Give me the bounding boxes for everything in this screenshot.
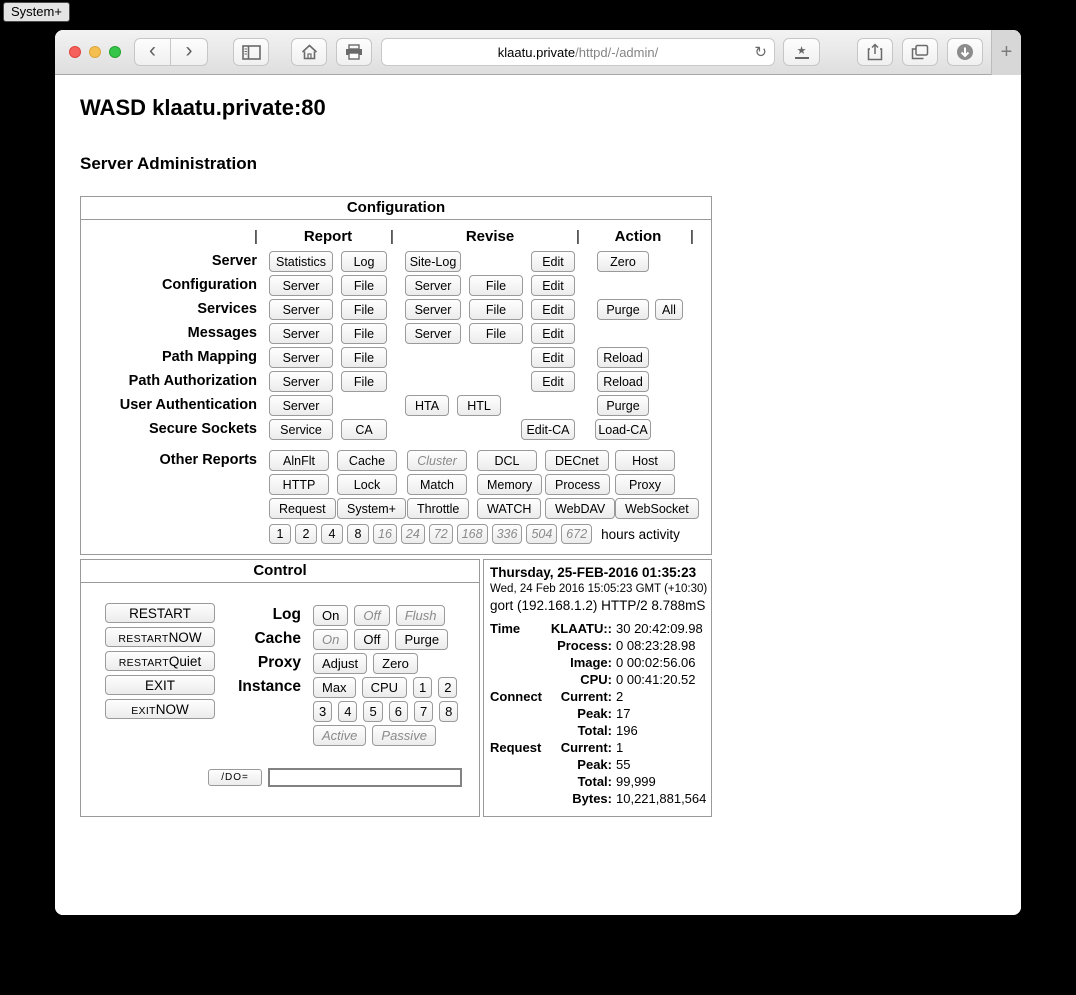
instance-4-button[interactable]: 4 bbox=[338, 701, 357, 722]
row-label: Path Mapping bbox=[161, 349, 257, 365]
instance-control-row bbox=[229, 675, 464, 699]
toolbar-right-buttons bbox=[857, 38, 983, 66]
log-label: Log bbox=[272, 606, 301, 623]
instance-max-button[interactable]: Max bbox=[313, 677, 356, 698]
report-column-header: Report bbox=[303, 228, 353, 245]
tab-overview-button[interactable] bbox=[902, 38, 938, 66]
row-label: User Authentication bbox=[119, 397, 257, 413]
home-icon bbox=[301, 44, 318, 60]
report-request-button[interactable]: Request bbox=[269, 498, 336, 519]
column-separator: | bbox=[690, 228, 694, 245]
instance-cpu-button[interactable]: CPU bbox=[362, 677, 407, 698]
report-proxy-button[interactable]: Proxy bbox=[615, 474, 675, 495]
minimize-window-button[interactable] bbox=[89, 46, 101, 58]
report-lock-button[interactable]: Lock bbox=[337, 474, 397, 495]
hours-4-button[interactable]: 4 bbox=[321, 524, 343, 544]
page-subtitle: Server Administration bbox=[80, 154, 257, 173]
report-system-plus-button[interactable]: System+ bbox=[337, 498, 406, 519]
server-statistics-button[interactable]: Statistics bbox=[269, 251, 333, 272]
zoom-window-button[interactable] bbox=[109, 46, 121, 58]
column-separator: | bbox=[576, 228, 580, 245]
config-column-headers bbox=[81, 226, 711, 250]
column-separator: | bbox=[390, 228, 394, 245]
star-icon: ★ bbox=[796, 44, 807, 57]
config-row-path-mapping bbox=[81, 346, 711, 370]
share-icon bbox=[867, 43, 883, 61]
hours-8-button[interactable]: 8 bbox=[347, 524, 369, 544]
configuration-revise-file-button[interactable]: File bbox=[469, 275, 523, 296]
instance-active-button[interactable]: Active bbox=[313, 725, 366, 746]
instance-label: Instance bbox=[238, 678, 301, 695]
report-dcl-button[interactable]: DCL bbox=[477, 450, 537, 471]
report-host-button[interactable]: Host bbox=[615, 450, 675, 471]
back-icon: ‹ bbox=[149, 39, 156, 62]
restart-button[interactable]: RESTART bbox=[105, 603, 215, 623]
configuration-server-button[interactable]: Server bbox=[269, 275, 333, 296]
sidebar-toggle-button[interactable] bbox=[233, 38, 269, 66]
row-label: Path Authorization bbox=[128, 373, 257, 389]
client-host-line: gort (192.168.1.2) HTTP/2 8.788mS bbox=[490, 598, 706, 613]
messages-edit-button[interactable]: Edit bbox=[531, 323, 575, 344]
report-memory-button[interactable]: Memory bbox=[477, 474, 542, 495]
messages-file-button[interactable]: File bbox=[341, 323, 387, 344]
revise-column-header: Revise bbox=[465, 228, 515, 245]
instance-3-button[interactable]: 3 bbox=[313, 701, 332, 722]
server-control-buttons bbox=[105, 603, 215, 747]
cache-purge-button[interactable]: Purge bbox=[395, 629, 448, 650]
report-decnet-button[interactable]: DECnet bbox=[545, 450, 609, 471]
server-edit-button[interactable]: Edit bbox=[531, 251, 575, 272]
config-row-messages bbox=[81, 322, 711, 346]
star-underline bbox=[795, 57, 809, 59]
secure-sockets-service-button[interactable]: Service bbox=[269, 419, 333, 440]
messages-revise-file-button[interactable]: File bbox=[469, 323, 523, 344]
cache-on-button[interactable]: On bbox=[313, 629, 348, 650]
instance-5-button[interactable]: 5 bbox=[363, 701, 382, 722]
stat-value: 30 20:42:09.98 bbox=[616, 621, 703, 636]
other-reports-row-3 bbox=[81, 497, 711, 521]
server-sitelog-button[interactable]: Site-Log bbox=[405, 251, 461, 272]
path-auth-server-button[interactable]: Server bbox=[269, 371, 333, 392]
report-websocket-button[interactable]: WebSocket bbox=[615, 498, 699, 519]
row-label: Configuration bbox=[161, 277, 257, 293]
config-row-server bbox=[81, 250, 711, 274]
hours-activity-row bbox=[269, 522, 711, 546]
row-label: Services bbox=[197, 301, 257, 317]
share-button[interactable] bbox=[857, 38, 893, 66]
sidebar-icon bbox=[242, 45, 261, 60]
column-separator: | bbox=[254, 228, 258, 245]
restart-now-button[interactable]: RESTARTNOW bbox=[105, 627, 215, 647]
browser-window bbox=[55, 30, 1021, 915]
path-auth-file-button[interactable]: File bbox=[341, 371, 387, 392]
do-command-input[interactable] bbox=[268, 768, 462, 787]
config-row-path-authorization bbox=[81, 370, 711, 394]
proxy-zero-button[interactable]: Zero bbox=[373, 653, 418, 674]
stat-key: KLAATU:: bbox=[550, 621, 612, 636]
cache-off-button[interactable]: Off bbox=[354, 629, 389, 650]
configuration-revise-server-button[interactable]: Server bbox=[405, 275, 461, 296]
secure-sockets-edit-ca-button[interactable]: Edit-CA bbox=[521, 419, 575, 440]
downloads-button[interactable] bbox=[947, 38, 983, 66]
hours-72-button[interactable]: 72 bbox=[429, 524, 453, 544]
proxy-label: Proxy bbox=[257, 654, 301, 671]
configuration-panel bbox=[80, 196, 712, 555]
config-row-services bbox=[81, 298, 711, 322]
hours-activity-label: hours activity bbox=[601, 526, 680, 542]
print-button[interactable] bbox=[336, 38, 372, 66]
page-content bbox=[55, 75, 1021, 915]
hours-504-button[interactable]: 504 bbox=[526, 524, 557, 544]
user-auth-htl-button[interactable]: HTL bbox=[457, 395, 501, 416]
gmt-date-line: Wed, 24 Feb 2016 15:05:23 GMT (+10:30) bbox=[490, 583, 708, 595]
instance-6-button[interactable]: 6 bbox=[389, 701, 408, 722]
user-auth-hta-button[interactable]: HTA bbox=[405, 395, 449, 416]
restart-quiet-button[interactable]: RESTARTQuiet bbox=[105, 651, 215, 671]
report-http-button[interactable]: HTTP bbox=[269, 474, 329, 495]
path-mapping-server-button[interactable]: Server bbox=[269, 347, 333, 368]
report-webdav-button[interactable]: WebDAV bbox=[545, 498, 615, 519]
url-path: /httpd/-/admin/ bbox=[575, 44, 659, 60]
services-revise-file-button[interactable]: File bbox=[469, 299, 523, 320]
row-label: Secure Sockets bbox=[148, 421, 257, 437]
path-mapping-reload-button[interactable]: Reload bbox=[597, 347, 649, 368]
config-row-secure-sockets bbox=[81, 418, 711, 442]
other-reports-row-2 bbox=[81, 473, 711, 497]
report-throttle-button[interactable]: Throttle bbox=[407, 498, 469, 519]
secure-sockets-load-ca-button[interactable]: Load-CA bbox=[595, 419, 651, 440]
server-zero-button[interactable]: Zero bbox=[597, 251, 649, 272]
do-command-row bbox=[208, 768, 479, 787]
other-reports-row-1 bbox=[81, 449, 711, 473]
path-mapping-file-button[interactable]: File bbox=[341, 347, 387, 368]
server-log-button[interactable]: Log bbox=[341, 251, 387, 272]
configuration-panel-title: Configuration bbox=[81, 197, 711, 220]
print-icon bbox=[345, 44, 363, 60]
user-auth-server-button[interactable]: Server bbox=[269, 395, 333, 416]
proxy-adjust-button[interactable]: Adjust bbox=[313, 653, 367, 674]
download-icon bbox=[956, 43, 974, 61]
path-auth-reload-button[interactable]: Reload bbox=[597, 371, 649, 392]
action-column-header: Action bbox=[614, 228, 662, 245]
control-panel-title: Control bbox=[81, 560, 479, 583]
page-title: WASD klaatu.private:80 bbox=[80, 95, 326, 120]
nav-buttons bbox=[134, 38, 208, 66]
instance-passive-button[interactable]: Passive bbox=[372, 725, 436, 746]
favorites-button[interactable] bbox=[783, 38, 820, 66]
config-row-configuration bbox=[81, 274, 711, 298]
stat-group: Time bbox=[490, 621, 521, 636]
hours-336-button[interactable]: 336 bbox=[492, 524, 523, 544]
system-plus-tooltip: System+ bbox=[3, 2, 70, 22]
report-cache-button[interactable]: Cache bbox=[337, 450, 397, 471]
instance-control-row-3 bbox=[229, 723, 464, 747]
server-statistics: Time KLAATU:: 30 20:42:09.98 Process: 0 08:23:28.98 Image: 0 00:02:56.06 CPU: 0 00:41:20.52 Connect Current: 2 Peak: 17 Total: 196 Request Current: 1 Peak: 55 Total: 99,999 Bytes: 10,221,881,564 bbox=[490, 621, 707, 806]
exit-now-button[interactable]: EXITNOW bbox=[105, 699, 215, 719]
close-window-button[interactable] bbox=[69, 46, 81, 58]
secure-sockets-ca-button[interactable]: CA bbox=[341, 419, 387, 440]
control-panel bbox=[80, 559, 480, 817]
url-host: klaatu.private bbox=[497, 44, 576, 60]
services-purge-button[interactable]: Purge bbox=[597, 299, 649, 320]
forward-icon: › bbox=[185, 39, 193, 62]
report-alnflt-button[interactable]: AlnFlt bbox=[269, 450, 329, 471]
log-control-row bbox=[229, 603, 464, 627]
services-all-button[interactable]: All bbox=[655, 299, 683, 320]
reload-icon[interactable]: ↻ bbox=[754, 44, 767, 61]
report-process-button[interactable]: Process bbox=[545, 474, 610, 495]
report-cluster-button[interactable]: Cluster bbox=[407, 450, 467, 471]
window-controls bbox=[69, 46, 121, 58]
services-server-button[interactable]: Server bbox=[269, 299, 333, 320]
cache-label: Cache bbox=[254, 630, 301, 647]
configuration-edit-button[interactable]: Edit bbox=[531, 275, 575, 296]
back-button[interactable] bbox=[134, 38, 171, 66]
config-row-user-authentication bbox=[81, 394, 711, 418]
path-auth-edit-button[interactable]: Edit bbox=[531, 371, 575, 392]
new-tab-button[interactable] bbox=[991, 30, 1021, 75]
tabs-icon bbox=[911, 44, 929, 60]
url-field[interactable] bbox=[381, 38, 775, 66]
hours-1-button[interactable]: 1 bbox=[269, 524, 291, 544]
instance-2-button[interactable]: 2 bbox=[438, 677, 457, 698]
hours-168-button[interactable]: 168 bbox=[457, 524, 488, 544]
hours-672-button[interactable]: 672 bbox=[561, 524, 592, 544]
services-revise-server-button[interactable]: Server bbox=[405, 299, 461, 320]
instance-1-button[interactable]: 1 bbox=[413, 677, 432, 698]
log-off-button[interactable]: Off bbox=[354, 605, 389, 626]
home-button[interactable] bbox=[291, 38, 327, 66]
browser-toolbar bbox=[55, 30, 1021, 75]
hours-24-button[interactable]: 24 bbox=[401, 524, 425, 544]
user-auth-purge-button[interactable]: Purge bbox=[597, 395, 649, 416]
forward-button[interactable] bbox=[171, 38, 208, 66]
hours-16-button[interactable]: 16 bbox=[373, 524, 397, 544]
configuration-file-button[interactable]: File bbox=[341, 275, 387, 296]
row-label: Messages bbox=[187, 325, 257, 341]
messages-revise-server-button[interactable]: Server bbox=[405, 323, 461, 344]
instance-7-button[interactable]: 7 bbox=[414, 701, 433, 722]
row-label: Server bbox=[211, 253, 257, 269]
other-reports-label: Other Reports bbox=[159, 452, 257, 468]
messages-server-button[interactable]: Server bbox=[269, 323, 333, 344]
cache-control-row bbox=[229, 627, 464, 651]
status-panel bbox=[483, 559, 712, 817]
plus-icon: + bbox=[1000, 41, 1013, 63]
server-date-line: Thursday, 25-FEB-2016 01:35:23 bbox=[490, 565, 697, 580]
instance-control-row-2 bbox=[229, 699, 464, 723]
instance-8-button[interactable]: 8 bbox=[439, 701, 458, 722]
path-mapping-edit-button[interactable]: Edit bbox=[531, 347, 575, 368]
hours-2-button[interactable]: 2 bbox=[295, 524, 317, 544]
services-file-button[interactable]: File bbox=[341, 299, 387, 320]
services-edit-button[interactable]: Edit bbox=[531, 299, 575, 320]
log-on-button[interactable]: On bbox=[313, 605, 348, 626]
report-watch-button[interactable]: WATCH bbox=[477, 498, 541, 519]
exit-button[interactable]: EXIT bbox=[105, 675, 215, 695]
proxy-control-row bbox=[229, 651, 464, 675]
do-button[interactable]: /DO= bbox=[208, 769, 262, 786]
report-match-button[interactable]: Match bbox=[407, 474, 467, 495]
log-flush-button[interactable]: Flush bbox=[396, 605, 446, 626]
